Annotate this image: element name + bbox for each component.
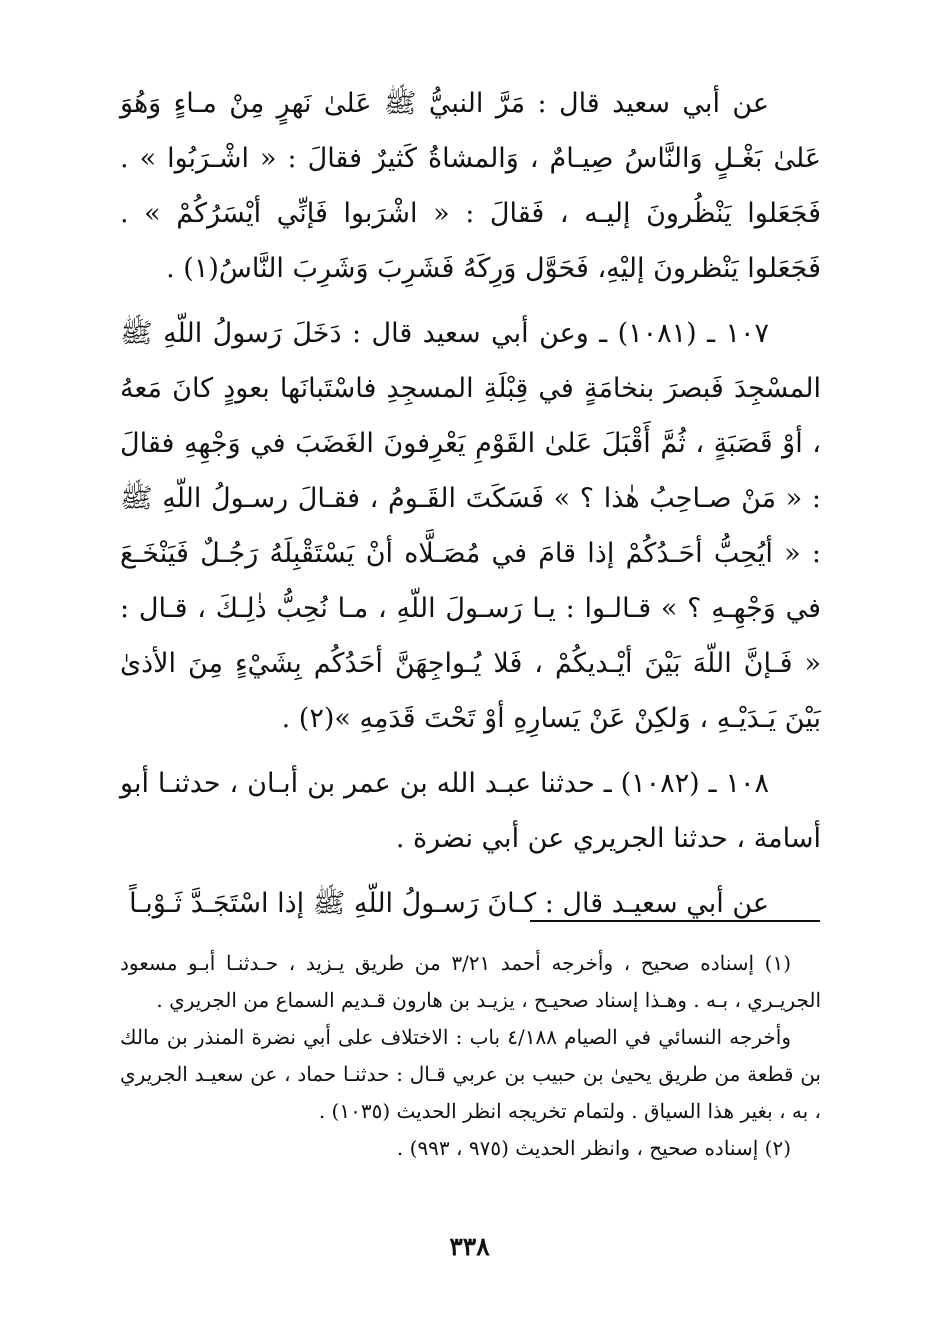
hadith-paragraph-108-text: عن أبي سعيـد قال : كـانَ رَسـولُ اللّهِ ﷺ إذا اسْتَجَـدَّ ثَـوْبـاً [129,888,769,919]
hadith-paragraph-108: ١٠٨ ـ (١٠٨٢) ـ حدثنا عبـد الله بن عمر بن أبـان ، حدثنـا أبو أسامة ، حدثنا الجريري عن أبي نضرة . [120,768,821,854]
page-number: ٣٣٨ [449,1232,490,1261]
hadith-paragraph-1: عن أبي سعيد قال : مَرَّ النبيُّ ﷺ عَلىٰ نَهرٍ مِنْ مـاءٍ وَهُوَ عَلىٰ بَغْـلٍ وَالنَّاسُ صِيـامٌ ، وَالمشاةُ كَثيرٌ فقالَ : « اشْـرَبُوا » . فَجَعَلوا يَنْظُرونَ إليـه ، فَقالَ : « اشْرَبوا فَإنِّي أيْسَرُكُمْ » . فَجَعَلوا يَنْظرونَ إليْهِ، فَحَوَّل وَرِكَهُ فَشَرِبَ وَشَرِبَ النَّاسُ(١) . [120,88,821,284]
footnote-2: (٢) إسناده صحيح ، وانظر الحديث (٩٧٥ ، ٩٩٣) . [396,1136,791,1160]
footnote-divider [530,920,820,922]
footnotes [120,945,821,1167]
page-body [120,76,821,931]
hadith-paragraph-107: ١٠٧ ـ (١٠٨١) ـ وعن أبي سعيد قال : دَخَلَ رَسولُ اللّهِ ﷺ المسْجِدَ فَبصرَ بنخامَةٍ في قِبْلَةِ المسجِدِ فاسْتَبانَها بعودٍ كانَ مَعهُ ، أوْ قَصَبَةٍ ، ثُمَّ أَقْبَلَ عَلىٰ القَوْمِ يَعْرِفونَ الغَضَبَ في وَجْهِهِ فقالَ : « مَنْ صـاحِبُ هٰذا ؟ » فَسَكَتَ القَـومُ ، فقـالَ رسـولُ اللّهِ ﷺ : « أيُحِبُّ أحَـدُكُمْ إذا قامَ في مُصَـلَّاه أنْ يَسْتَقْبِلَهُ رَجُـلٌ فَيَنْخَـعَ في وَجْهِـهِ ؟ » قـالـوا : يـا رَسـولَ اللّهِ ، مـا نُحِبُّ ذٰلِـكَ ، قـال : « فَـإنَّ اللّهَ بَيْنَ أيْـديكُمْ ، فَلا يُـواجِهَنَّ أحَدُكُم بِشَيْءٍ مِنَ الأذىٰ بَيْنَ يَـدَيْـهِ ، وَلكِنْ عَنْ يَسارِهِ أوْ تَحْتَ قَدَمِهِ »(٢) . [120,318,821,734]
footnote-1-continued: وأخرجه النسائي في الصيام ٤/١٨٨ باب : الاختلاف على أبي نضرة المنذر بن مالك بن قطعة من طريق يحيىٰ بن حبيب بن عربي قـال : حدثنـا حماد ، عن سعيـد الجريري ، به ، بغير هذا السياق . ولتمام تخريجه انظر الحديث (١٠٣٥) . [120,1025,821,1123]
footnote-1: (١) إسناده صحيح ، وأخرجه أحمد ٣/٢١ من طريق يـزيد ، حـدثنـا أبـو مسعود الجريـري ، بـه . وهـذا إسناد صحيـح ، يزيـد بن هارون قـديم السماع من الجريري . [120,951,821,1012]
